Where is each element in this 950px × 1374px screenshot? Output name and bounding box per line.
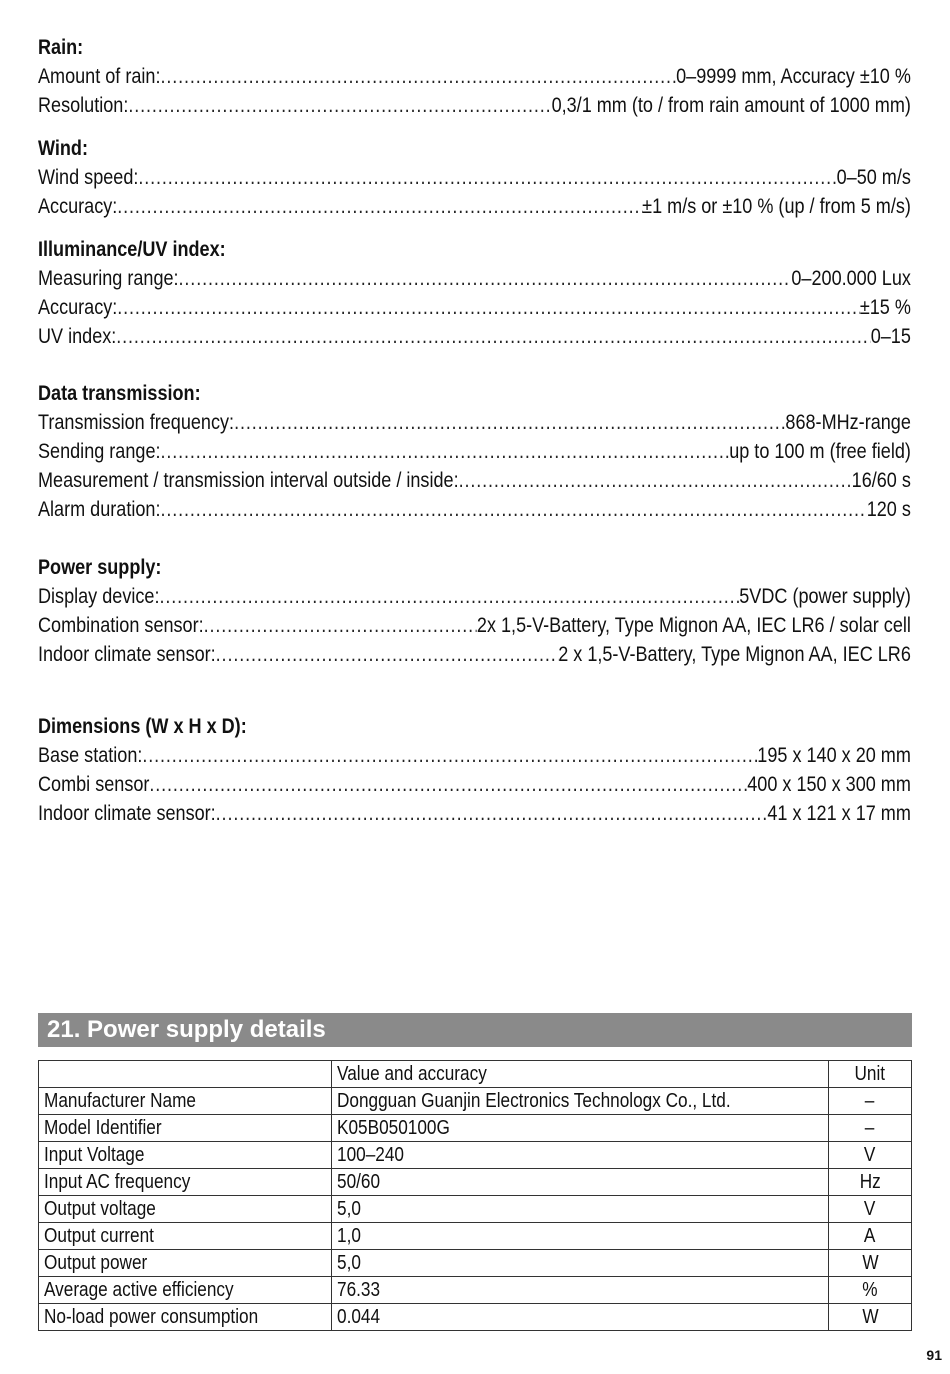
power-section (38, 554, 911, 669)
table-row (39, 1304, 912, 1331)
power-details-table (38, 1060, 912, 1331)
spec-row (38, 466, 911, 495)
spec-label: Accuracy: (38, 296, 118, 319)
spec-value: 41 x 121 x 17 mm (767, 802, 911, 825)
spec-value: 868-MHz-range (785, 411, 911, 434)
section-title: Illuminance/UV index: (38, 238, 226, 261)
row-unit: V (864, 1144, 876, 1166)
row-unit: W (861, 1252, 879, 1274)
row-value: 1,0 (337, 1225, 361, 1247)
spec-row (38, 293, 911, 322)
spec-row (38, 62, 911, 91)
spec-label: Sending range: (38, 440, 161, 463)
spec-value: 0–50 m/s (836, 166, 911, 189)
spec-label: Resolution: (38, 94, 129, 117)
spec-value: 400 x 150 x 300 mm (747, 773, 911, 796)
section-title: Wind: (38, 137, 88, 160)
spec-label: UV index: (38, 325, 117, 348)
spec-label: Base station: (38, 744, 143, 767)
row-value: 5,0 (337, 1252, 361, 1274)
wind-section (38, 135, 911, 221)
table-row (39, 1250, 912, 1277)
spec-value: up to 100 m (free field) (729, 440, 911, 463)
spec-row (38, 264, 911, 293)
row-value: 76.33 (337, 1279, 381, 1301)
table-row (39, 1088, 912, 1115)
spec-row (38, 437, 911, 466)
row-unit: Hz (859, 1171, 881, 1193)
spec-label: Display device: (38, 585, 160, 608)
section-title: Rain: (38, 36, 84, 59)
spec-row (38, 163, 911, 192)
header-unit: Unit (854, 1063, 886, 1085)
row-unit: – (865, 1117, 875, 1139)
table-row (39, 1169, 912, 1196)
spec-row (38, 495, 911, 524)
row-unit: V (864, 1198, 876, 1220)
spec-row (38, 799, 911, 828)
row-name: Model Identifier (44, 1117, 162, 1139)
spec-value: 16/60 s (851, 469, 911, 492)
spec-label: Amount of rain: (38, 65, 161, 88)
spec-value: ±15 % (859, 296, 911, 319)
spec-row (38, 192, 911, 221)
spec-value: ±1 m/s or ±10 % (up / from 5 m/s) (642, 195, 911, 218)
spec-value: 195 x 140 x 20 mm (757, 744, 911, 767)
table-row (39, 1196, 912, 1223)
spec-value: 0–200.000 Lux (791, 267, 911, 290)
spec-row (38, 322, 911, 351)
spec-label: Transmission frequency: (38, 411, 235, 434)
row-name: Output current (44, 1225, 154, 1247)
table-row (39, 1223, 912, 1250)
spec-label: Wind speed: (38, 166, 139, 189)
table-row (39, 1277, 912, 1304)
row-value: Dongguan Guanjin Electronics Technologx Co., Ltd. (337, 1090, 731, 1112)
spec-label: Measuring range: (38, 267, 179, 290)
spec-value: 120 s (866, 498, 911, 521)
dimensions-section (38, 713, 911, 828)
spec-row (38, 582, 911, 611)
row-name: Average active efficiency (44, 1279, 234, 1301)
table-row (39, 1142, 912, 1169)
spec-value: 0–9999 mm, Accuracy ±10 % (676, 65, 911, 88)
row-unit: % (862, 1279, 878, 1301)
section-title: Dimensions (W x H x D): (38, 715, 247, 738)
spec-row (38, 91, 911, 120)
row-value: K05B050100G (337, 1117, 450, 1139)
row-name: Input Voltage (44, 1144, 145, 1166)
spec-value: 0,3/1 mm (to / from rain amount of 1000 mm) (551, 94, 911, 117)
spec-row (38, 611, 911, 640)
section-title: Data transmission: (38, 382, 201, 405)
table-header-row (39, 1061, 912, 1088)
rain-section (38, 34, 911, 120)
row-value: 100–240 (337, 1144, 404, 1166)
row-value: 50/60 (337, 1171, 381, 1193)
row-value: 0.044 (337, 1306, 381, 1328)
spec-label: Indoor climate sensor: (38, 643, 216, 666)
spec-label: Combi sensor (38, 773, 150, 796)
spec-label: Accuracy: (38, 195, 118, 218)
transmission-section (38, 380, 911, 524)
row-name: Manufacturer Name (44, 1090, 197, 1112)
row-value: 5,0 (337, 1198, 361, 1220)
spec-row (38, 408, 911, 437)
row-unit: A (864, 1225, 876, 1247)
row-name: Input AC frequency (44, 1171, 191, 1193)
spec-value: 2x 1,5-V-Battery, Type Mignon AA, IEC LR6 / solar cell (476, 614, 911, 637)
power-details-heading: 21. Power supply details (38, 1013, 912, 1047)
spec-label: Alarm duration: (38, 498, 161, 521)
spec-value: 0–15 (870, 325, 911, 348)
spec-row (38, 640, 911, 669)
row-unit: – (865, 1090, 875, 1112)
spec-label: Indoor climate sensor: (38, 802, 216, 825)
row-unit: W (861, 1306, 879, 1328)
section-title: Power supply: (38, 556, 162, 579)
table-row (39, 1115, 912, 1142)
spec-row (38, 770, 911, 799)
page-number: 91 (926, 1347, 942, 1363)
row-name: No-load power consumption (44, 1306, 259, 1328)
header-value: Value and accuracy (337, 1063, 487, 1085)
spec-label: Combination sensor: (38, 614, 204, 637)
spec-label: Measurement / transmission interval outside / inside: (38, 469, 459, 492)
row-name: Output power (44, 1252, 148, 1274)
spec-value: 2 x 1,5-V-Battery, Type Mignon AA, IEC LR6 (558, 643, 911, 666)
spec-row (38, 741, 911, 770)
row-name: Output voltage (44, 1198, 156, 1220)
spec-value: 5VDC (power supply) (739, 585, 911, 608)
illuminance-section (38, 236, 911, 351)
